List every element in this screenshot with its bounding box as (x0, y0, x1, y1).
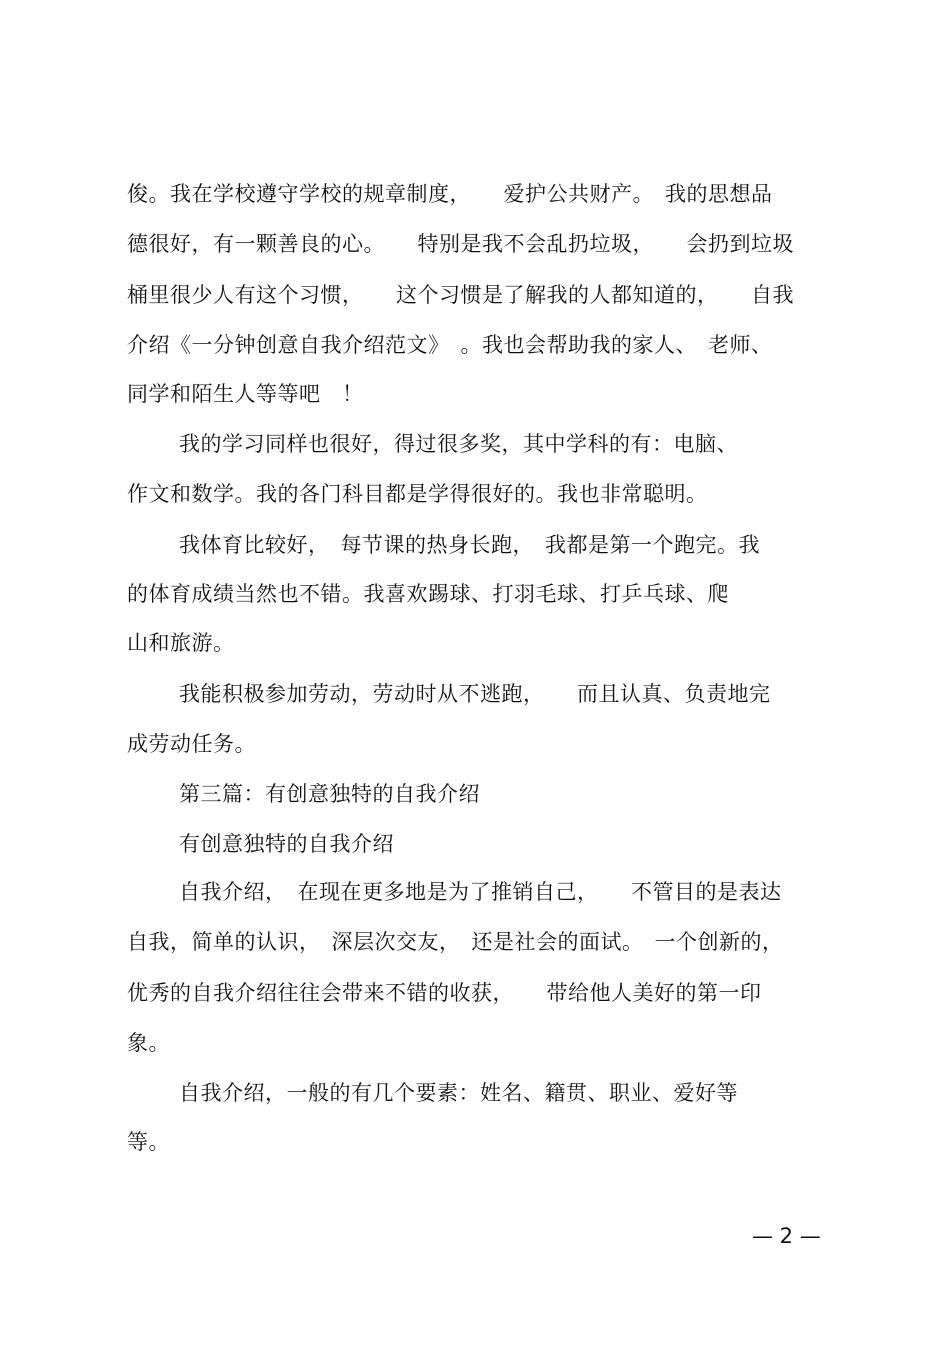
paragraph-start-line: 我的学习同样也很好，得过很多奖，其中学科的有：电脑、 (179, 432, 738, 456)
paragraph-start-line: 自我介绍，一般的有几个要素：姓名、籍贯、职业、爱好等 (179, 1081, 738, 1105)
paragraph-start-line: 自我介绍， 在现在更多地是为了推销自己， 不管目的是表达 (179, 880, 782, 904)
text-line: 优秀的自我介绍往往会带来不错的收获， 带给他人美好的第一印 (127, 981, 762, 1005)
text-line: 德很好，有一颗善良的心。 特别是我不会乱扔垃圾， 会扔到垃圾 (127, 232, 794, 256)
text-line: 作文和数学。我的各门科目都是学得很好的。我也非常聪明。 (127, 482, 708, 506)
text-line: 介绍《一分钟创意自我介绍范文》 。我也会帮助我的家人、 老师、 (127, 333, 773, 357)
text-line: 等。 (127, 1130, 170, 1154)
section-heading: 第三篇：有创意独特的自我介绍 (179, 782, 480, 806)
article-title: 有创意独特的自我介绍 (179, 832, 394, 856)
text-line: 俊。我在学校遵守学校的规章制度， 爱护公共财产。 我的思想品 (127, 182, 773, 206)
text-line: 象。 (127, 1031, 170, 1055)
paragraph-start-line: 我体育比较好， 每节课的热身长跑， 我都是第一个跑完。我 (179, 533, 760, 557)
text-line: 山和旅游。 (127, 631, 235, 655)
page-number: — 2 — (752, 1224, 821, 1248)
paragraph-start-line: 我能积极参加劳动，劳动时从不逃跑， 而且认真、负责地完 (179, 682, 771, 706)
text-line: 成劳动任务。 (127, 732, 256, 756)
text-line: 自我，简单的认识， 深层次交友， 还是社会的面试。 一个创新的， (127, 930, 784, 954)
text-line: 的体育成绩当然也不错。我喜欢踢球、打羽毛球、打乒乓球、爬 (127, 582, 729, 606)
text-line: 同学和陌生人等等吧 ！ (127, 382, 364, 406)
text-line: 桶里很少人有这个习惯， 这个习惯是了解我的人都知道的， 自我 (127, 283, 794, 307)
